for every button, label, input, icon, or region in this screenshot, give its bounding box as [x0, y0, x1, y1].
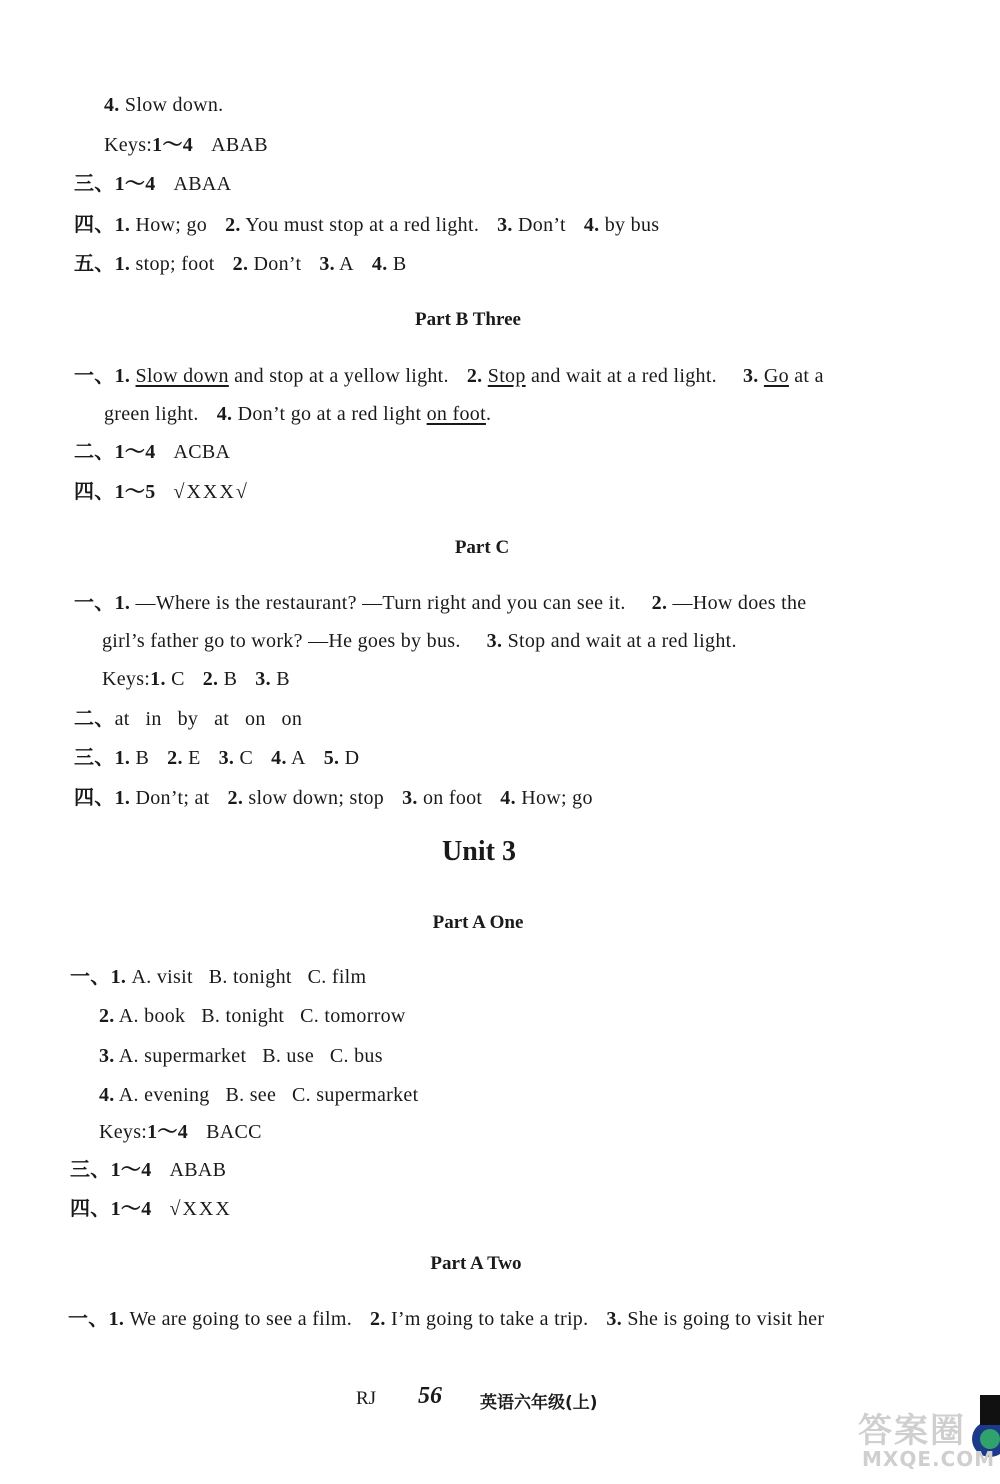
answer-text: —Where is the restaurant? —Turn right and you can see it. — [130, 592, 626, 614]
watermark-url: MXQE.COM — [862, 1447, 996, 1471]
range: 1～4 — [152, 134, 194, 156]
answer-text: A. supermarket B. use C. bus — [114, 1045, 383, 1067]
item-number: 1. — [114, 365, 131, 387]
item-number: 2. — [651, 592, 668, 614]
answer-line — [99, 1003, 406, 1029]
answer-line — [99, 1082, 418, 1108]
answer-line — [70, 964, 366, 990]
section-label: 二、 — [74, 441, 115, 463]
item-number: 1. — [108, 1308, 125, 1330]
section-label: 一、 — [70, 966, 111, 988]
section-label: 三、 — [74, 173, 115, 195]
section-label: 四、 — [74, 481, 115, 503]
section-label: 一、 — [68, 1308, 109, 1330]
item-number: 2. — [466, 365, 483, 387]
answer-text: √XXX — [169, 1198, 232, 1220]
answer-text: BACC — [206, 1121, 262, 1143]
item-number: 3. — [497, 214, 513, 236]
item-number: 3. — [606, 1308, 623, 1330]
answer-text: ABAA — [173, 173, 232, 195]
answer-line — [102, 666, 290, 692]
answer-text: at in by at on on — [114, 708, 303, 730]
footer-book-title: 英语六年级(上) — [480, 1393, 598, 1413]
answer-line — [74, 212, 659, 238]
range: 1～4 — [110, 1159, 152, 1181]
answer-text: C — [234, 747, 254, 769]
answer-text: . — [485, 403, 492, 425]
item-number: 2. — [99, 1005, 115, 1027]
underlined-answer: Slow down — [135, 365, 229, 387]
item-number: 2. — [370, 1308, 386, 1330]
answer-text: girl’s father go to work? —He goes by bus. — [102, 630, 461, 652]
answer-line — [74, 785, 593, 811]
section-label: 三、 — [70, 1159, 111, 1181]
underlined-answer: Go — [763, 365, 789, 387]
answer-text: We are going to see a film. — [124, 1308, 353, 1330]
item-number: 2. — [202, 668, 219, 690]
answer-text: ABAB — [169, 1159, 227, 1181]
range: 1～4 — [147, 1121, 189, 1143]
answer-text: B — [270, 668, 290, 690]
item-number: 1. — [114, 253, 131, 275]
item-number: 1. — [114, 592, 131, 614]
answer-line — [74, 363, 824, 389]
item-number: 3. — [742, 365, 759, 387]
watermark-logo — [840, 1395, 1000, 1479]
range: 1～4 — [114, 173, 156, 195]
range: 1～4 — [110, 1198, 152, 1220]
answer-text: Stop and wait at a red light. — [502, 630, 737, 652]
answer-text: A — [334, 253, 354, 275]
answer-text: at a — [788, 365, 824, 387]
answer-line — [104, 401, 491, 427]
answer-text: Slow down. — [119, 94, 224, 116]
section-label: 五、 — [74, 253, 115, 275]
keys-label: Keys: — [104, 134, 153, 156]
section-label: 四、 — [74, 787, 115, 809]
section-heading: Part C — [454, 537, 510, 558]
item-number: 1. — [114, 747, 131, 769]
item-number: 2. — [167, 747, 183, 769]
item-number: 3. — [486, 630, 503, 652]
keys-label: Keys: — [102, 668, 151, 690]
item-number: 4. — [99, 1084, 115, 1106]
answer-text: I’m going to take a trip. — [385, 1308, 589, 1330]
item-number: 4. — [216, 403, 233, 425]
answer-line — [74, 439, 230, 465]
answer-text: on foot — [417, 787, 483, 809]
answer-text: ABAB — [211, 134, 268, 156]
answer-text: C — [165, 668, 185, 690]
answer-text: E — [182, 747, 201, 769]
section-heading: Part A One — [432, 912, 524, 933]
item-number: 3. — [402, 787, 418, 809]
answer-text: A. visit B. tonight C. film — [126, 966, 367, 988]
answer-text: A. evening B. see C. supermarket — [114, 1084, 419, 1106]
item-number: 3. — [99, 1045, 115, 1067]
section-label: 一、 — [74, 365, 115, 387]
answer-text: —How does the — [667, 592, 807, 614]
answer-text: She is going to visit her — [622, 1308, 825, 1330]
answer-text: Don’t; at — [130, 787, 210, 809]
section-label: 一、 — [74, 592, 115, 614]
page-number: 56 — [418, 1383, 442, 1409]
item-number: 2. — [232, 253, 249, 275]
answer-line — [68, 1306, 824, 1332]
section-label: 三、 — [74, 747, 115, 769]
answer-text: B — [218, 668, 238, 690]
answer-line — [74, 590, 806, 616]
item-number: 1. — [110, 966, 127, 988]
answer-text: B — [130, 747, 150, 769]
answer-line — [74, 745, 359, 771]
unit-title: Unit 3 — [442, 836, 516, 867]
underlined-answer: Stop — [487, 365, 526, 387]
answer-text: by bus — [599, 214, 660, 236]
underlined-answer: on foot — [426, 403, 486, 425]
answer-text: B — [387, 253, 407, 275]
section-heading: Part B Three — [415, 309, 521, 330]
answer-text: You must stop at a red light. — [240, 214, 480, 236]
answer-line — [104, 92, 223, 118]
answer-text: ACBA — [173, 441, 231, 463]
answer-text: Don’t go at a red light — [232, 403, 427, 425]
range: 1～4 — [114, 441, 156, 463]
item-number: 4. — [583, 214, 600, 236]
item-number: 2. — [227, 787, 244, 809]
item-number: 1. — [114, 214, 131, 236]
answer-text: How; go — [130, 214, 208, 236]
item-number: 3. — [255, 668, 271, 690]
answer-text: green light. — [104, 403, 199, 425]
answer-line — [70, 1196, 232, 1222]
section-label: 四、 — [74, 214, 115, 236]
answer-line — [99, 1119, 262, 1145]
answer-line — [74, 251, 406, 277]
item-number: 2. — [225, 214, 241, 236]
answer-text: √XXX√ — [173, 481, 249, 503]
footer-edition: RJ — [356, 1388, 377, 1409]
answer-line — [70, 1157, 226, 1183]
answer-line — [74, 706, 302, 732]
section-label: 二、 — [74, 708, 115, 730]
answer-line — [104, 132, 268, 158]
answer-line — [74, 171, 231, 197]
section-heading: Part A Two — [430, 1253, 522, 1274]
answer-text: slow down; stop — [243, 787, 385, 809]
item-number: 3. — [319, 253, 335, 275]
item-number: 4. — [500, 787, 516, 809]
item-number: 4. — [104, 94, 120, 116]
answer-text: and stop at a yellow light. — [228, 365, 449, 387]
answer-text: Don’t — [248, 253, 302, 275]
watermark-text: 答案圈 — [858, 1411, 966, 1451]
answer-line — [99, 1043, 383, 1069]
item-number: 4. — [271, 747, 287, 769]
answer-text: D — [339, 747, 360, 769]
answer-text: A. book B. tonight C. tomorrow — [114, 1005, 406, 1027]
answer-text: How; go — [515, 787, 593, 809]
item-number: 1. — [114, 787, 131, 809]
answer-text: Don’t — [512, 214, 566, 236]
keys-label: Keys: — [99, 1121, 148, 1143]
answer-text: A — [286, 747, 306, 769]
range: 1～5 — [114, 481, 156, 503]
item-number: 1. — [150, 668, 166, 690]
item-number: 3. — [218, 747, 235, 769]
item-number: 5. — [323, 747, 340, 769]
answer-text: and wait at a red light. — [525, 365, 717, 387]
answer-line — [74, 479, 249, 505]
section-label: 四、 — [70, 1198, 111, 1220]
answer-text: stop; foot — [130, 253, 215, 275]
answer-line — [102, 628, 737, 654]
item-number: 4. — [371, 253, 388, 275]
